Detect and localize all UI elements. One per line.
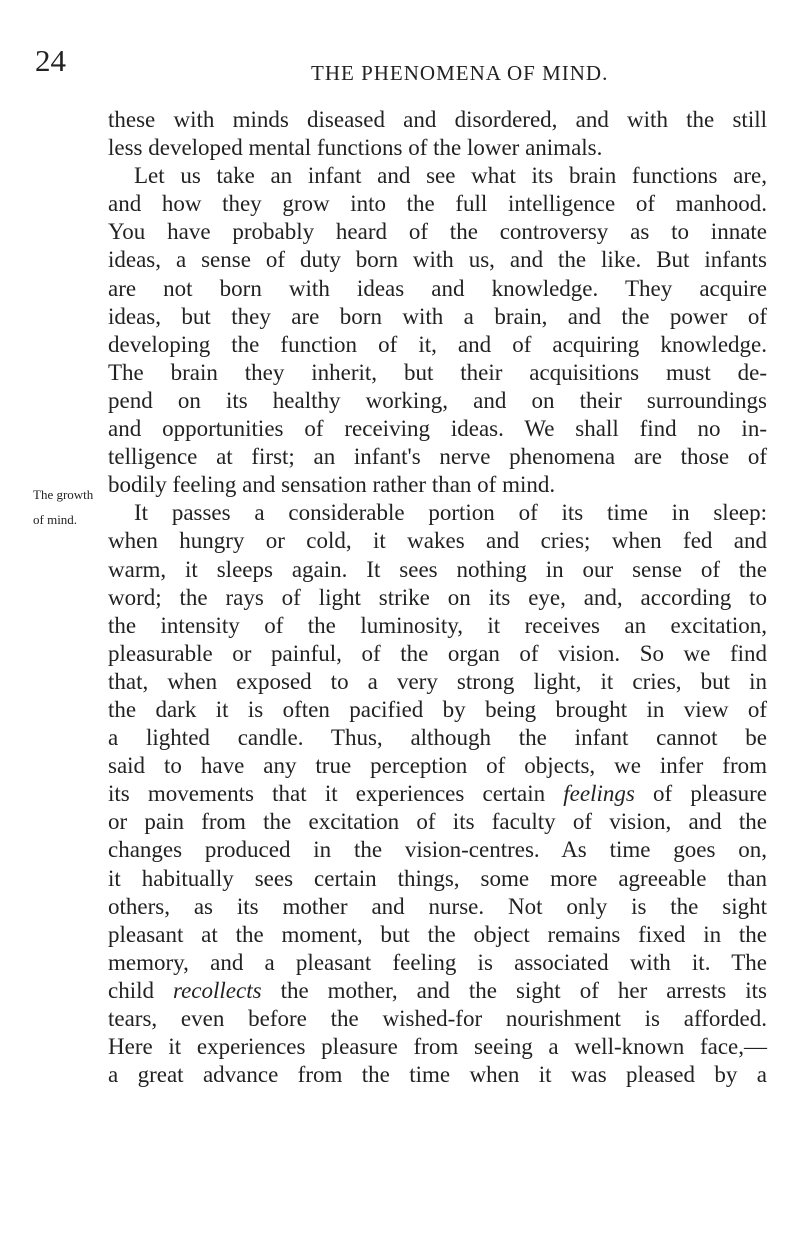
margin-note-line: of mind. xyxy=(33,512,78,527)
text-line xyxy=(108,921,767,949)
text-line xyxy=(108,865,767,893)
text-line xyxy=(108,331,767,359)
text-line xyxy=(108,387,767,415)
text-segment: and how they grow into the full intelligence of manhood. xyxy=(108,191,767,217)
text-segment: developing the function of it, and of acquiring knowledge. xyxy=(108,331,767,357)
text-segment: the intensity of the luminosity, it receives an excitation, xyxy=(108,612,767,638)
running-head: THE PHENOMENA OF MIND. xyxy=(311,61,609,85)
text-line xyxy=(108,696,767,724)
text-segment: Here it experiences pleasure from seeing a well-known face,— xyxy=(108,1034,767,1060)
italic-word: recollects xyxy=(173,977,262,1003)
italic-word: feelings xyxy=(563,781,635,807)
text-line xyxy=(108,1033,767,1061)
text-line xyxy=(108,640,767,668)
body-text xyxy=(108,106,767,1089)
text-segment: and opportunities of receiving ideas. We shall find no in- xyxy=(108,416,767,442)
text-line xyxy=(108,415,767,443)
text-segment: are not born with ideas and knowledge. They acquire xyxy=(108,275,767,301)
text-segment: pend on its healthy working, and on their surroundings xyxy=(108,387,767,413)
text-segment: the mother, and the sight of her arrests its xyxy=(261,977,767,1003)
text-segment: said to have any true perception of objects, we infer from xyxy=(108,753,767,779)
text-line xyxy=(108,724,767,752)
text-line xyxy=(108,584,767,612)
text-line xyxy=(108,303,767,331)
text-segment: warm, it sleeps again. It sees nothing in our sense of the xyxy=(108,556,767,582)
text-segment: word; the rays of light strike on its eye, and, according to xyxy=(108,584,767,610)
text-segment: less developed mental functions of the lower animals. xyxy=(108,135,603,161)
text-line xyxy=(108,443,767,471)
text-line xyxy=(108,808,767,836)
text-segment: these with minds diseased and disordered, and with the still xyxy=(108,107,767,132)
text-line xyxy=(108,668,767,696)
text-line xyxy=(108,752,767,780)
text-segment: others, as its mother and nurse. Not only is the sight xyxy=(108,893,767,919)
text-segment: Let us take an infant and see what its brain functions are, xyxy=(134,163,767,189)
text-line xyxy=(108,1005,767,1033)
text-segment: the dark it is often pacified by being brought in view of xyxy=(108,696,767,722)
text-line xyxy=(108,275,767,303)
text-segment: memory, and a pleasant feeling is associated with it. The xyxy=(108,949,767,975)
text-line xyxy=(108,134,767,162)
text-line xyxy=(108,162,767,190)
text-line xyxy=(108,499,767,527)
text-segment: its movements that it experiences certain xyxy=(108,781,564,807)
text-line xyxy=(108,527,767,555)
text-segment: It passes a considerable portion of its time in sleep: xyxy=(134,500,767,526)
text-segment: telligence at first; an infant's nerve phenomena are those of xyxy=(108,444,767,470)
text-line xyxy=(108,836,767,864)
text-line xyxy=(108,359,767,387)
text-segment: changes produced in the vision-centres. As time goes on, xyxy=(108,837,767,863)
text-segment: You have probably heard of the controversy as to innate xyxy=(108,219,767,245)
margin-note-line: The growth xyxy=(33,487,94,502)
margin-note xyxy=(33,482,95,532)
text-segment: ideas, a sense of duty born with us, and the like. But infants xyxy=(108,247,767,273)
text-segment: ideas, but they are born with a brain, and the power of xyxy=(108,303,767,329)
text-segment: a great advance from the time when it was pleased by a xyxy=(108,1062,767,1088)
text-segment: tears, even before the wished-for nourishment is afforded. xyxy=(108,1006,767,1031)
text-segment: of pleasure xyxy=(634,781,767,807)
text-line xyxy=(108,246,767,274)
text-segment: that, when exposed to a very strong light, it cries, but in xyxy=(108,668,767,694)
text-segment: The brain they inherit, but their acquisitions must de- xyxy=(108,359,767,385)
text-line xyxy=(108,977,767,1005)
text-line xyxy=(108,556,767,584)
text-line xyxy=(108,949,767,977)
text-segment: bodily feeling and sensation rather than of mind. xyxy=(108,472,556,498)
text-line xyxy=(108,190,767,218)
text-segment: it habitually sees certain things, some more agreeable than xyxy=(108,865,767,891)
text-line xyxy=(108,893,767,921)
text-segment: child xyxy=(108,977,173,1003)
text-segment: pleasurable or painful, of the organ of vision. So we find xyxy=(108,640,767,666)
text-line xyxy=(108,218,767,246)
text-segment: a lighted candle. Thus, although the infant cannot be xyxy=(108,725,767,751)
text-line xyxy=(108,106,767,134)
text-line xyxy=(108,471,767,499)
text-segment: when hungry or cold, it wakes and cries; when fed and xyxy=(108,528,767,554)
text-line xyxy=(108,1061,767,1089)
text-segment: pleasant at the moment, but the object remains fixed in the xyxy=(108,921,767,947)
text-line xyxy=(108,780,767,808)
text-line xyxy=(108,612,767,640)
text-segment: or pain from the excitation of its faculty of vision, and the xyxy=(108,809,767,835)
page-number: 24 xyxy=(35,43,66,78)
